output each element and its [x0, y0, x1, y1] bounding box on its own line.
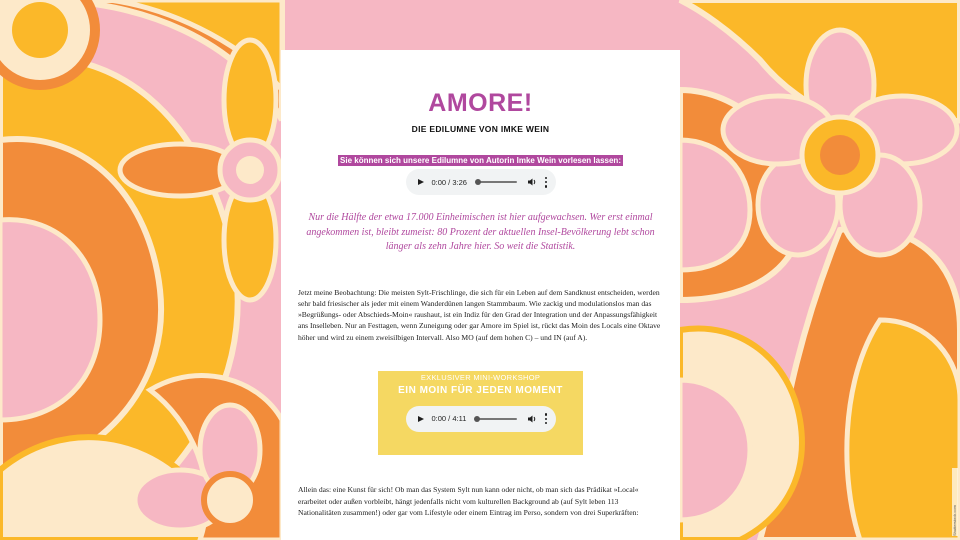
- article-subtitle: DIE EDILUMNE VON IMKE WEIN: [411, 124, 550, 134]
- audio-progress-bar[interactable]: [477, 181, 517, 183]
- article-card: [281, 50, 680, 540]
- audio-progress-bar[interactable]: [476, 418, 516, 420]
- promo-title: EIN MOIN FÜR JEDEN MOMENT: [398, 384, 563, 396]
- more-options-icon[interactable]: [545, 413, 548, 424]
- article-paragraph: Allein das: eine Kunst für sich! Ob man das System Sylt nun kann oder nicht, ob man sich das Prädikat »Local« erarbeitet oder außen vorbleibt, hängt jedenfalls nicht vom kulturellen Background ab (auf Sylt leben 113 Nationalitäten zusammen!) oder gar vom Lifestyle oder einem Eintrag im Perso, sondern von drei Superkräften:: [298, 484, 639, 518]
- listen-note-wrap: [298, 150, 663, 165]
- volume-icon[interactable]: [527, 177, 537, 187]
- article-title: AMORE!: [428, 89, 533, 117]
- workshop-audio-player[interactable]: [406, 406, 556, 432]
- play-icon[interactable]: [418, 416, 424, 422]
- audio-time: 0:00 / 4:11: [431, 414, 467, 424]
- promo-kicker: EXKLUSIVER MINI-WORKSHOP: [420, 372, 541, 382]
- volume-icon[interactable]: [527, 414, 537, 424]
- progress-knob[interactable]: [474, 416, 480, 422]
- more-options-icon[interactable]: [545, 177, 548, 188]
- audio-time: 0:00 / 3:26: [431, 177, 467, 187]
- audio-player[interactable]: [406, 169, 556, 195]
- workshop-promo: [378, 371, 583, 455]
- play-icon[interactable]: [418, 179, 424, 185]
- progress-knob[interactable]: [475, 179, 481, 185]
- article-lead-quote: Nur die Hälfte der etwa 17.000 Einheimischen ist hier aufgewachsen. Wer erst einmal angekommen ist, bleibt zumeist: 80 Prozent der aktuellen Insel-Bevölkerung lebt schon länger als zehn Jahre hier. So weit die Statistik.: [306, 212, 655, 253]
- image-credit: Shutterstock.com: [952, 468, 958, 536]
- listen-note: Sie können sich unsere Edilumne von Autorin Imke Wein vorlesen lassen:: [340, 156, 621, 165]
- article-paragraph: Jetzt meine Beobachtung: Die meisten Sylt-Frischlinge, die sich für ein Leben auf dem Sandknust entscheiden, werden sehr bald friesischer als jeder mit einem Wanderdünen langen Stammbaum. Wie zackig und modulationslos man das »Begrüßungs- oder Abschieds-Moin« raushaut, ist ein Indiz für den Grad der Integration und der Anpassungsfähigkeit ans Inselleben. Nur an Festtagen, wenn Zuneigung oder gar Amore im Spiel ist, rückt das Moin des Locals eine Oktave höher und wird zu einem zweisilbigen Intervall. Also MO (auf dem hohen C) – und IN (auf A).: [298, 287, 661, 342]
